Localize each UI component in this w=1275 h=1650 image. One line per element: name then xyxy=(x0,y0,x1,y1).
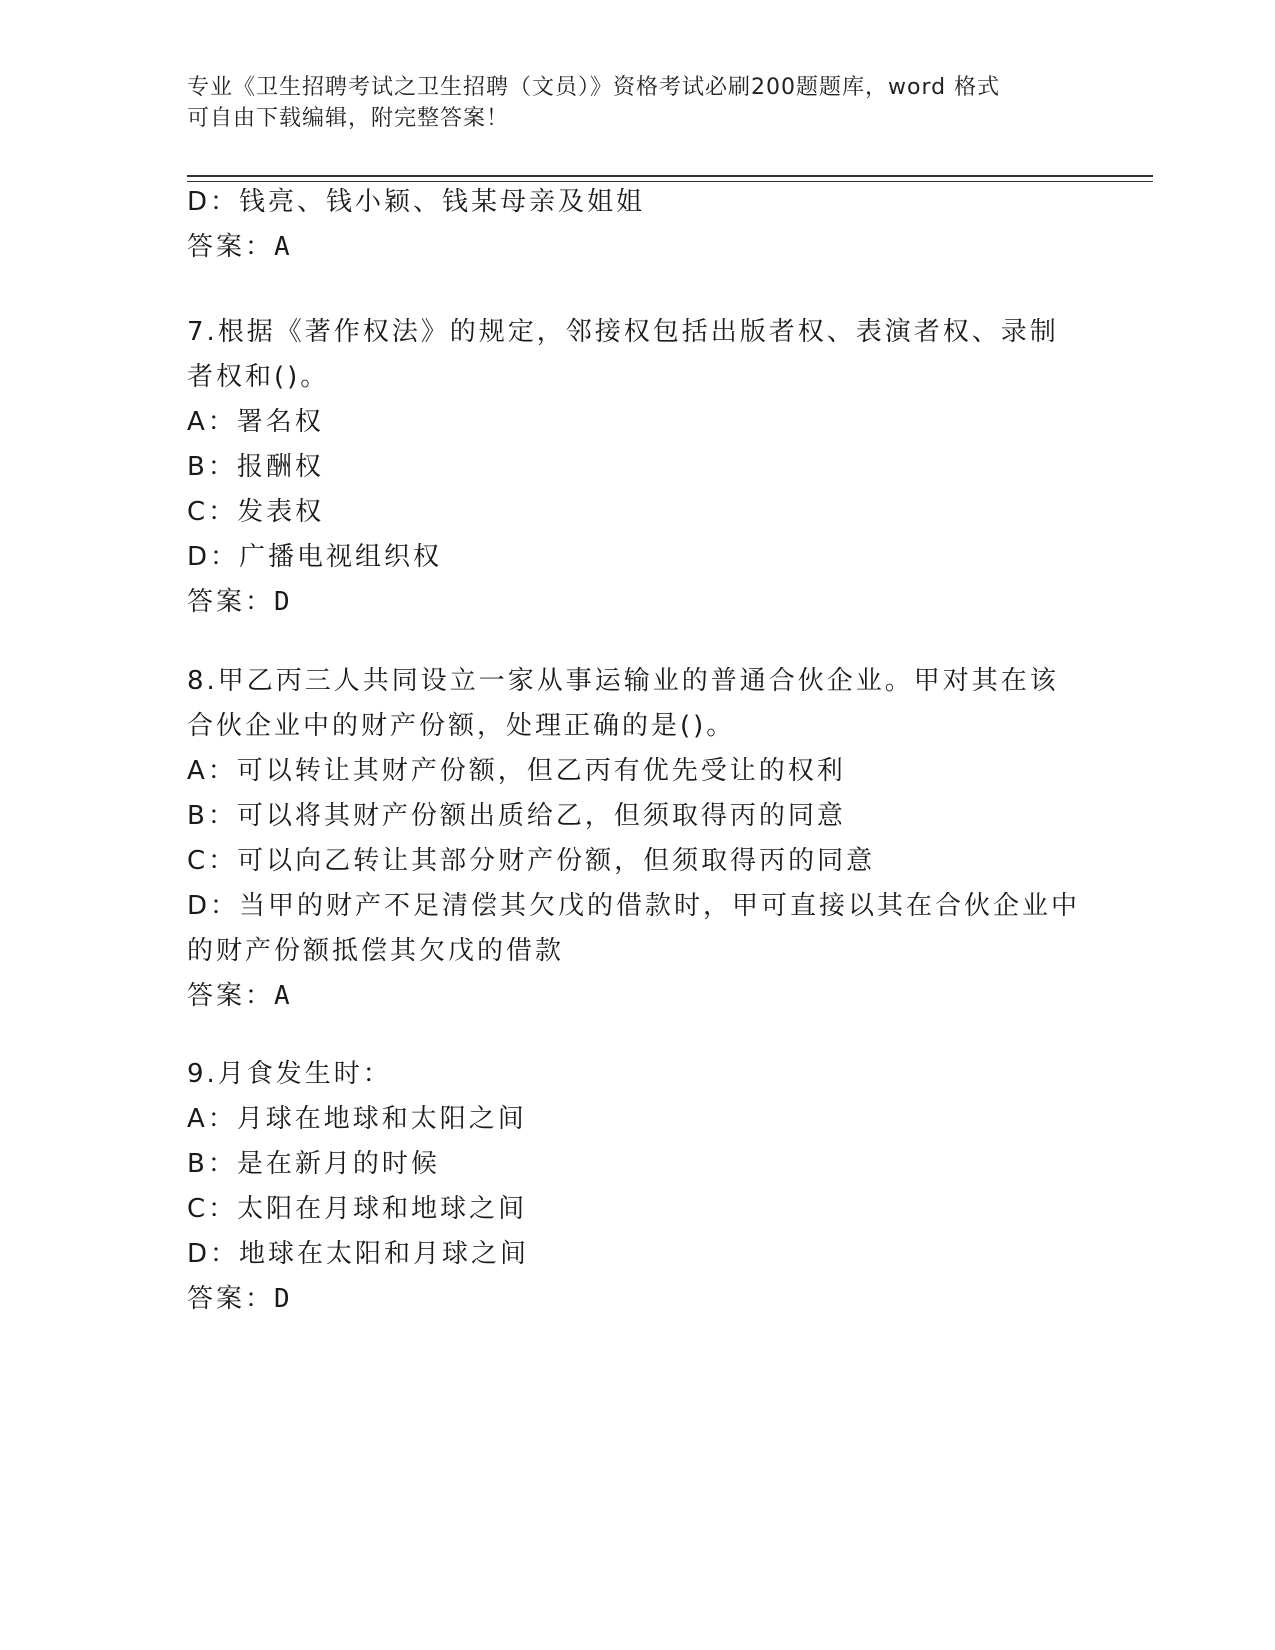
question-6-tail xyxy=(187,180,1087,270)
answer-value: A xyxy=(274,232,293,262)
header-line-2: 可自由下载编辑，附完整答案！ xyxy=(187,106,510,131)
answer-value: D xyxy=(274,587,293,617)
option-d-cont: 的财产份额抵偿其欠戊的借款 xyxy=(187,936,565,966)
option-d: D：当甲的财产不足清偿其欠戊的借款时，甲可直接以其在合伙企业中 xyxy=(187,891,1081,921)
header-line-1: 专业《卫生招聘考试之卫生招聘（文员）》资格考试必刷200题题库，word 格式 xyxy=(187,75,1001,100)
option-a: A：可以转让其财产份额，但乙丙有优先受让的权利 xyxy=(187,756,846,786)
option-a: A：月球在地球和太阳之间 xyxy=(187,1104,527,1134)
question-9 xyxy=(187,1052,1087,1322)
option-b: B：可以将其财产份额出质给乙，但须取得丙的同意 xyxy=(187,801,846,831)
question-stem-cont: 者权和()。 xyxy=(187,362,330,392)
answer-label: 答案： xyxy=(187,587,275,617)
option-c: C：发表权 xyxy=(187,497,325,527)
answer-label: 答案： xyxy=(187,981,275,1011)
question-stem: 7.根据《著作权法》的规定，邻接权包括出版者权、表演者权、录制 xyxy=(187,317,1059,347)
answer-label: 答案： xyxy=(187,1284,275,1314)
option-d: D：地球在太阳和月球之间 xyxy=(187,1239,530,1269)
page-header xyxy=(187,72,1067,134)
question-8 xyxy=(187,659,1087,1019)
answer-label: 答案： xyxy=(187,232,275,262)
question-stem-cont: 合伙企业中的财产份额，处理正确的是()。 xyxy=(187,711,736,741)
question-7 xyxy=(187,310,1087,625)
answer-value: A xyxy=(274,981,293,1011)
answer-value: D xyxy=(274,1284,293,1314)
header-divider-thick xyxy=(187,175,1153,177)
option-b: B：是在新月的时候 xyxy=(187,1149,440,1179)
answer-line xyxy=(187,225,1087,270)
option-d: D：钱亮、钱小颖、钱某母亲及姐姐 xyxy=(187,187,646,217)
question-stem: 9.月食发生时： xyxy=(187,1059,392,1089)
answer-line xyxy=(187,1277,1087,1322)
option-b: B：报酬权 xyxy=(187,452,324,482)
option-c: C：可以向乙转让其部分财产份额，但须取得丙的同意 xyxy=(187,846,876,876)
answer-line xyxy=(187,580,1087,625)
question-stem: 8.甲乙丙三人共同设立一家从事运输业的普通合伙企业。甲对其在该 xyxy=(187,666,1059,696)
option-a: A：署名权 xyxy=(187,407,324,437)
answer-line xyxy=(187,974,1087,1019)
option-d: D：广播电视组织权 xyxy=(187,542,443,572)
option-c: C：太阳在月球和地球之间 xyxy=(187,1194,528,1224)
